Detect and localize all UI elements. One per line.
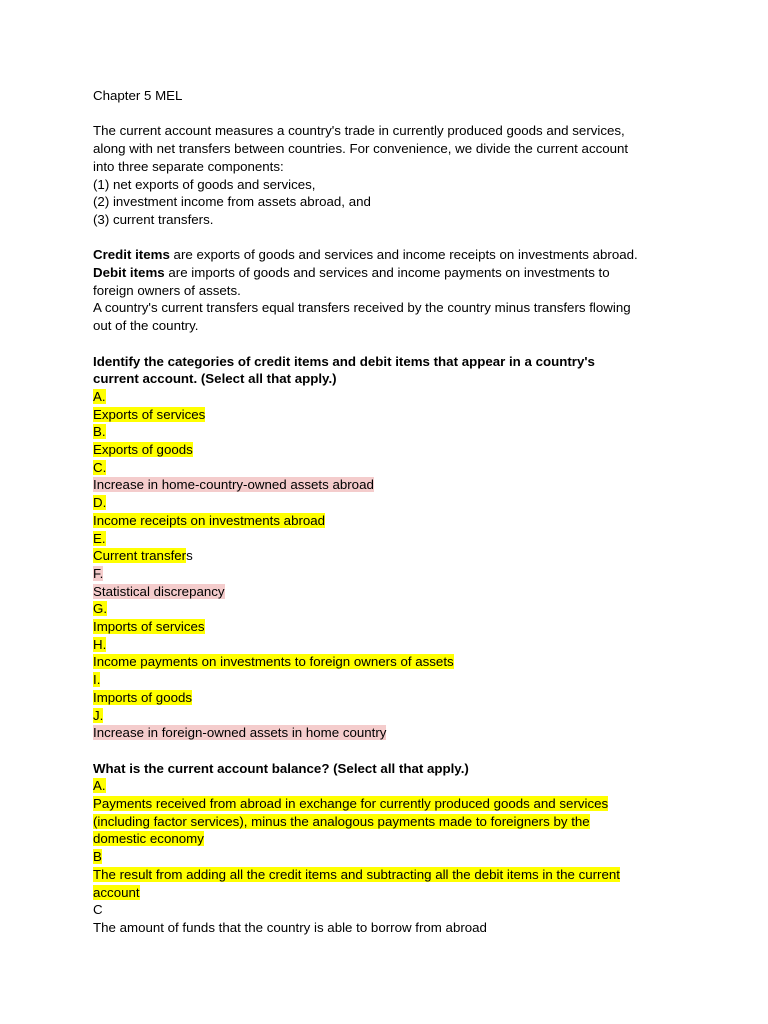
intro-line: (3) current transfers. (93, 211, 214, 227)
option-letter: A. (93, 778, 106, 794)
option-text: Increase in foreign-owned assets in home country (93, 725, 387, 741)
option-text: Exports of goods (93, 442, 193, 458)
option-letter: B (93, 849, 102, 865)
question-1 (93, 353, 693, 742)
definitions-paragraph (93, 246, 693, 335)
option-letter: E. (93, 530, 106, 546)
document-page (93, 87, 693, 937)
transfers-line: out of the country. (93, 318, 199, 334)
intro-paragraph (93, 122, 693, 228)
question-2-text: What is the current account balance? (Select all that apply.) (93, 760, 469, 776)
option-text: Income receipts on investments abroad (93, 512, 326, 528)
option-text: Statistical discrepancy (93, 583, 225, 599)
debit-term: Debit items (93, 265, 165, 280)
debit-definition (93, 264, 693, 282)
debit-text: are imports of goods and services and income payments on investments to (164, 265, 610, 280)
question-1-text: current account. (Select all that apply.) (93, 371, 337, 387)
option-text: (including factor services), minus the analogous payments made to foreigners by the (93, 813, 590, 829)
option-letter: C (93, 902, 103, 918)
intro-line: along with net transfers between countries. For convenience, we divide the current account (93, 141, 629, 157)
option-letter: A. (93, 388, 106, 404)
option-text: Imports of goods (93, 689, 193, 705)
question-2 (93, 760, 693, 937)
intro-line: (1) net exports of goods and services, (93, 176, 316, 192)
credit-term: Credit items (93, 247, 170, 263)
spacer (93, 229, 693, 247)
credit-text: are exports of goods and services and income receipts on investments abroad. (169, 247, 638, 263)
option-letter: C. (93, 459, 107, 475)
option-letter: H. (93, 636, 107, 652)
option-text: The amount of funds that the country is able to borrow from abroad (93, 919, 487, 935)
option-text: domestic economy (93, 831, 204, 847)
debit-definition-cont: foreign owners of assets. (93, 282, 241, 298)
spacer (93, 742, 693, 760)
option-letter: B. (93, 424, 106, 440)
option-text: Income payments on investments to foreign owners of assets (93, 654, 454, 670)
option-letter: J. (93, 707, 104, 723)
option-text: account (93, 884, 140, 900)
option-text: Imports of services (93, 619, 205, 635)
option-letter: F. (93, 565, 104, 581)
option-letter: G. (93, 601, 108, 617)
intro-line: (2) investment income from assets abroad, and (93, 194, 371, 210)
spacer (93, 335, 693, 353)
spacer (93, 105, 693, 123)
doc-title: Chapter 5 MEL (93, 88, 183, 103)
option-text: Exports of services (93, 406, 206, 422)
option-letter: I. (93, 672, 101, 688)
transfers-line: A country's current transfers equal transfers received by the country minus transfers flowing (93, 300, 631, 316)
intro-line: into three separate components: (93, 158, 284, 174)
option-text: Increase in home-country-owned assets abroad (93, 477, 374, 493)
intro-line: The current account measures a country's trade in currently produced goods and services, (93, 123, 625, 139)
option-text: Payments received from abroad in exchange for currently produced goods and services (93, 796, 609, 812)
option-text: The result from adding all the credit items and subtracting all the debit items in the current (93, 866, 620, 882)
question-1-text: Identify the categories of credit items and debit items that appear in a country's (93, 353, 595, 369)
option-text: Current transfers (93, 548, 193, 564)
option-letter: D. (93, 495, 107, 511)
credit-definition (93, 246, 693, 264)
